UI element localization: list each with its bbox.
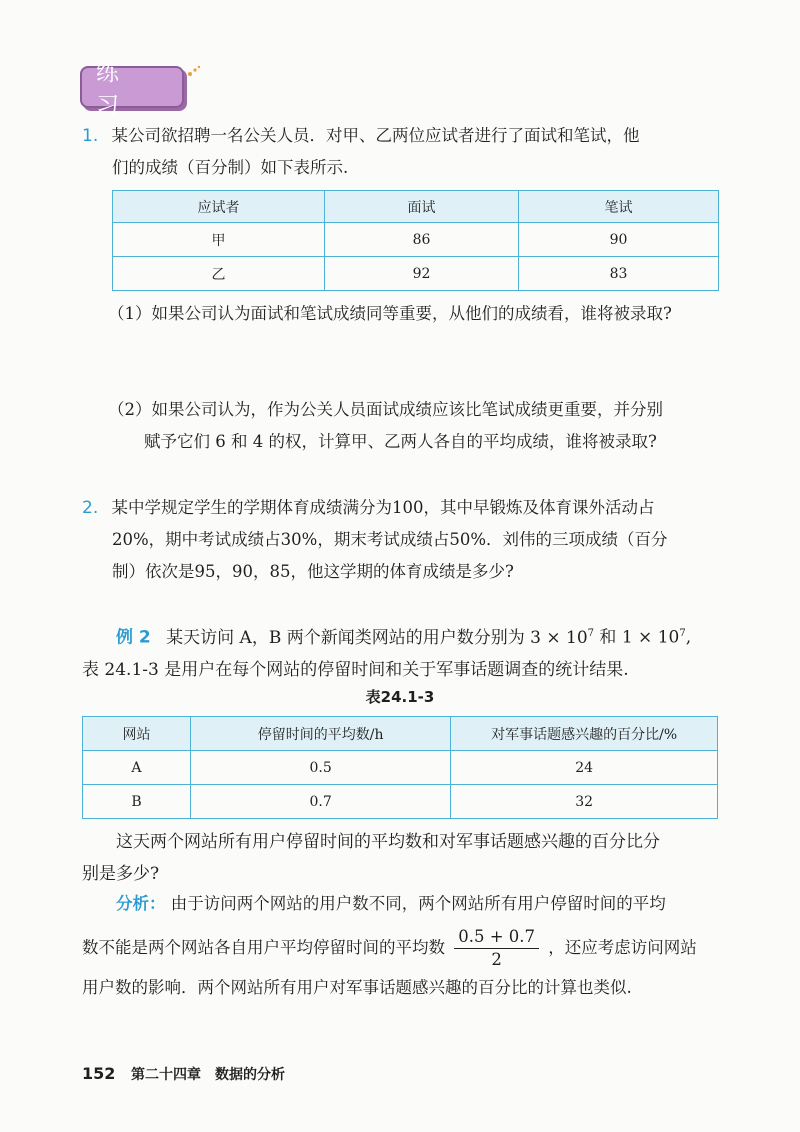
table-cell: 24 [451,751,718,785]
fraction [454,926,539,971]
table-header-cell: 对军事话题感兴趣的百分比/% [451,717,718,751]
table-header-row [113,191,719,223]
table-cell: 32 [451,785,718,819]
analysis-line-2a: 数不能是两个网站各自用户平均停留时间的平均数 [82,938,445,957]
example-question-line-1: 这天两个网站所有用户停留时间的平均数和对军事话题感兴趣的百分比分 [116,832,660,852]
fraction-denominator: 2 [491,950,502,969]
analysis-label: 分析： [116,894,166,913]
table-cell: B [83,785,191,819]
exercise-badge [80,60,184,119]
decoration-dots-icon [186,64,202,80]
table-header-row [83,717,718,751]
table-title: 表24.1-3 [365,688,435,706]
table-cell: 90 [519,223,719,257]
question-2 [82,492,732,588]
question-2-line-1: 某中学规定学生的学期体育成绩满分为100，其中早锻炼及体育课外活动占 [111,498,655,517]
question-1-part-2 [108,394,738,458]
table-cell: 92 [325,257,519,291]
table-cell: 甲 [113,223,325,257]
example-line-1a: 某天访问 A，B 两个新闻类网站的用户数分别为 3 × 10 [166,627,588,648]
table-row [113,223,719,257]
page-number: 152 [82,1064,116,1083]
exponent: 7 [587,628,595,639]
table-cell: A [83,751,191,785]
question-1-line-1: 某公司欲招聘一名公关人员．对甲、乙两位应试者进行了面试和笔试，他 [111,126,640,145]
exponent: 7 [679,628,686,639]
table-row [113,257,719,291]
example-line-1c: , [685,627,692,648]
example-line-1b: 和 1 × 10 [594,627,680,648]
chapter-title: 第二十四章 数据的分析 [130,1067,285,1083]
table-cell: 0.5 [190,751,450,785]
question-1 [82,120,722,184]
question-number: 1. [82,126,99,146]
table-cell: 83 [519,257,719,291]
table-row [83,785,718,819]
fraction-numerator: 0.5 + 0.7 [454,926,539,949]
table-header-cell: 应试者 [113,191,325,223]
example-question [82,826,732,890]
part-2-line-2: 赋予它们 6 和 4 的权，计算甲、乙两人各自的平均成绩，谁将被录取? [144,432,657,451]
analysis-line-1: 由于访问两个网站的用户数不同，两个网站所有用户停留时间的平均 [170,894,666,913]
table-header-cell: 网站 [83,717,191,751]
table-cell: 0.7 [190,785,450,819]
question-2-line-2: 20%，期中考试成绩占30%，期末考试成绩占50%．刘伟的三项成绩（百分 [112,530,668,549]
exercise-title: 练 习 [96,60,133,119]
question-2-line-3: 制）依次是95，90，85，他这学期的体育成绩是多少? [112,562,514,581]
example-2 [82,618,732,686]
question-number: 2. [82,498,99,518]
table-cell: 86 [325,223,519,257]
footer [82,1064,285,1084]
question-1-part-1: （1）如果公司认为面试和笔试成绩同等重要，从他们的成绩看，谁将被录取? [108,304,672,323]
analysis-line-3: 用户数的影响．两个网站所有用户对军事话题感兴趣的百分比的计算也类似. [82,978,632,997]
table-header-cell: 停留时间的平均数/h [190,717,450,751]
example-question-line-2: 别是多少? [82,864,160,884]
example-line-2: 表 24.1-3 是用户在每个网站的停留时间和关于军事话题调查的统计结果. [82,659,629,680]
analysis-line-2b: ，还应考虑访问网站 [548,938,697,957]
table-header-cell: 面试 [325,191,519,223]
analysis [82,888,732,1004]
score-table [112,190,719,291]
example-label: 例 2 [116,627,151,648]
table-header-cell: 笔试 [519,191,719,223]
part-2-line-1: （2）如果公司认为，作为公关人员面试成绩应该比笔试成绩更重要，并分别 [108,400,663,419]
website-table [82,716,718,819]
question-1-line-2: 们的成绩（百分制）如下表所示. [112,158,349,177]
table-row [83,751,718,785]
table-cell: 乙 [113,257,325,291]
